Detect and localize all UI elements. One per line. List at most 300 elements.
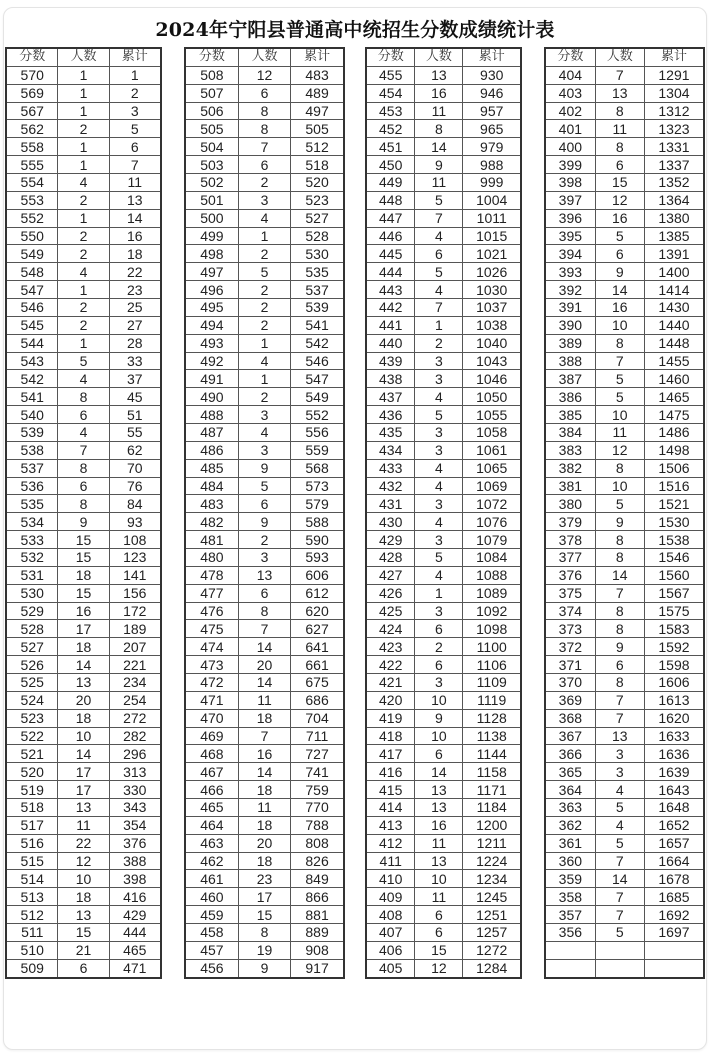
score-cell: 531 (6, 566, 58, 584)
cumulative-cell: 675 (291, 674, 344, 692)
score-cell: 497 (185, 263, 238, 281)
cumulative-cell: 1021 (463, 245, 521, 263)
table-row (366, 245, 521, 263)
cumulative-cell: 549 (291, 388, 344, 406)
table-row (6, 584, 161, 602)
count-cell: 16 (415, 84, 463, 102)
cumulative-cell: 711 (291, 727, 344, 745)
cumulative-cell: 1076 (463, 513, 521, 531)
cumulative-cell: 1211 (463, 834, 521, 852)
table-row (185, 620, 344, 638)
cumulative-cell: 1128 (463, 709, 521, 727)
count-cell: 17 (58, 620, 109, 638)
cumulative-cell: 1026 (463, 263, 521, 281)
count-cell: 1 (58, 334, 109, 352)
count-cell: 2 (238, 245, 290, 263)
score-cell: 485 (185, 459, 238, 477)
cumulative-cell: 1516 (644, 477, 704, 495)
cumulative-cell (644, 941, 704, 959)
table-row (366, 691, 521, 709)
score-cell: 376 (545, 566, 595, 584)
score-cell: 374 (545, 602, 595, 620)
table-row (545, 281, 704, 299)
count-cell: 8 (595, 138, 644, 156)
table-row (366, 138, 521, 156)
cumulative-cell: 28 (109, 334, 161, 352)
table-row (6, 334, 161, 352)
count-cell: 5 (595, 834, 644, 852)
count-cell: 2 (238, 281, 290, 299)
score-cell: 390 (545, 316, 595, 334)
score-cell: 538 (6, 441, 58, 459)
column-header-cumulative: 累计 (291, 48, 344, 66)
table-row (545, 727, 704, 745)
table-row (6, 245, 161, 263)
count-cell: 4 (415, 513, 463, 531)
score-cell: 464 (185, 816, 238, 834)
table-row (545, 656, 704, 674)
score-cell: 375 (545, 584, 595, 602)
table-row (6, 941, 161, 959)
score-cell: 492 (185, 352, 238, 370)
table-row (545, 441, 704, 459)
score-cell: 356 (545, 924, 595, 942)
count-cell: 14 (595, 281, 644, 299)
count-cell: 13 (595, 727, 644, 745)
count-cell: 8 (595, 531, 644, 549)
cumulative-cell: 1323 (644, 120, 704, 138)
score-cell: 434 (366, 441, 415, 459)
count-cell: 10 (595, 316, 644, 334)
score-cell: 435 (366, 423, 415, 441)
score-cell: 421 (366, 674, 415, 692)
table-row (545, 620, 704, 638)
table-row (185, 513, 344, 531)
score-cell: 461 (185, 870, 238, 888)
cumulative-cell: 296 (109, 745, 161, 763)
cumulative-cell: 84 (109, 495, 161, 513)
score-cell: 414 (366, 799, 415, 817)
score-cell: 383 (545, 441, 595, 459)
count-cell: 1 (58, 209, 109, 227)
cumulative-cell: 559 (291, 441, 344, 459)
count-cell: 1 (238, 334, 290, 352)
cumulative-cell: 1089 (463, 584, 521, 602)
count-cell: 4 (238, 209, 290, 227)
cumulative-cell: 1364 (644, 191, 704, 209)
score-cell: 515 (6, 852, 58, 870)
score-cell: 422 (366, 656, 415, 674)
score-cell: 405 (366, 959, 415, 977)
cumulative-cell: 1465 (644, 388, 704, 406)
count-cell: 3 (415, 370, 463, 388)
score-cell: 536 (6, 477, 58, 495)
cumulative-cell: 1040 (463, 334, 521, 352)
score-cell: 532 (6, 549, 58, 567)
cumulative-cell: 483 (291, 66, 344, 84)
count-cell: 5 (415, 406, 463, 424)
score-cell: 499 (185, 227, 238, 245)
table-row (185, 549, 344, 567)
cumulative-cell: 1455 (644, 352, 704, 370)
table-row (366, 84, 521, 102)
cumulative-cell: 881 (291, 906, 344, 924)
cumulative-cell: 523 (291, 191, 344, 209)
count-cell: 18 (238, 816, 290, 834)
score-cell: 468 (185, 745, 238, 763)
table-row (6, 138, 161, 156)
cumulative-cell: 1015 (463, 227, 521, 245)
count-cell: 3 (415, 423, 463, 441)
table-row (6, 227, 161, 245)
count-cell: 5 (238, 263, 290, 281)
score-cell: 442 (366, 298, 415, 316)
table-row (545, 459, 704, 477)
score-cell: 535 (6, 495, 58, 513)
cumulative-cell: 354 (109, 816, 161, 834)
cumulative-cell: 108 (109, 531, 161, 549)
cumulative-cell: 282 (109, 727, 161, 745)
score-cell: 449 (366, 173, 415, 191)
cumulative-cell: 93 (109, 513, 161, 531)
table-row (545, 334, 704, 352)
cumulative-cell: 1144 (463, 745, 521, 763)
table-row (185, 245, 344, 263)
count-cell: 13 (238, 566, 290, 584)
score-cell: 440 (366, 334, 415, 352)
cumulative-cell: 141 (109, 566, 161, 584)
table-row (545, 602, 704, 620)
table-row (185, 227, 344, 245)
cumulative-cell: 7 (109, 156, 161, 174)
score-cell: 488 (185, 406, 238, 424)
cumulative-cell (644, 959, 704, 977)
score-cell: 483 (185, 495, 238, 513)
count-cell: 8 (595, 459, 644, 477)
count-cell: 9 (58, 513, 109, 531)
table-row (545, 781, 704, 799)
column-header-score: 分数 (545, 48, 595, 66)
column-header-cumulative: 累计 (109, 48, 161, 66)
count-cell: 6 (595, 656, 644, 674)
count-cell: 8 (595, 334, 644, 352)
column-header-count: 人数 (238, 48, 290, 66)
count-cell: 5 (595, 227, 644, 245)
score-cell: 369 (545, 691, 595, 709)
count-cell: 11 (595, 120, 644, 138)
score-cell: 567 (6, 102, 58, 120)
cumulative-cell: 704 (291, 709, 344, 727)
count-cell: 15 (238, 906, 290, 924)
cumulative-cell: 207 (109, 638, 161, 656)
cumulative-cell: 520 (291, 173, 344, 191)
cumulative-cell: 1521 (644, 495, 704, 513)
score-cell: 453 (366, 102, 415, 120)
cumulative-cell: 541 (291, 316, 344, 334)
score-cell: 569 (6, 84, 58, 102)
table-row (185, 852, 344, 870)
cumulative-cell: 1171 (463, 781, 521, 799)
score-cell: 441 (366, 316, 415, 334)
score-cell: 543 (6, 352, 58, 370)
score-table-panel-4 (544, 47, 705, 979)
cumulative-cell: 489 (291, 84, 344, 102)
cumulative-cell: 957 (463, 102, 521, 120)
score-cell: 570 (6, 66, 58, 84)
score-cell: 549 (6, 245, 58, 263)
cumulative-cell: 908 (291, 941, 344, 959)
count-cell: 3 (415, 352, 463, 370)
cumulative-cell: 172 (109, 602, 161, 620)
table-row (185, 888, 344, 906)
cumulative-cell: 1613 (644, 691, 704, 709)
column-header-cumulative: 累计 (644, 48, 704, 66)
cumulative-cell: 727 (291, 745, 344, 763)
count-cell: 9 (595, 263, 644, 281)
score-cell: 386 (545, 388, 595, 406)
count-cell: 7 (415, 209, 463, 227)
table-row (185, 834, 344, 852)
score-cell: 481 (185, 531, 238, 549)
score-cell: 399 (545, 156, 595, 174)
table-row (6, 870, 161, 888)
cumulative-cell: 1685 (644, 888, 704, 906)
score-cell: 450 (366, 156, 415, 174)
score-cell: 388 (545, 352, 595, 370)
cumulative-cell: 512 (291, 138, 344, 156)
table-row (6, 781, 161, 799)
count-cell: 6 (415, 656, 463, 674)
score-cell: 404 (545, 66, 595, 84)
score-cell: 511 (6, 924, 58, 942)
table-row (366, 781, 521, 799)
score-cell: 358 (545, 888, 595, 906)
cumulative-cell: 1050 (463, 388, 521, 406)
table-row (6, 638, 161, 656)
table-row (366, 334, 521, 352)
score-cell: 462 (185, 852, 238, 870)
column-header-score: 分数 (6, 48, 58, 66)
table-row (545, 888, 704, 906)
count-cell: 8 (595, 674, 644, 692)
table-row (185, 959, 344, 977)
score-cell: 534 (6, 513, 58, 531)
cumulative-cell: 661 (291, 656, 344, 674)
cumulative-cell: 1337 (644, 156, 704, 174)
count-cell: 20 (58, 691, 109, 709)
count-cell: 6 (415, 620, 463, 638)
count-cell: 10 (595, 477, 644, 495)
score-cell: 366 (545, 745, 595, 763)
score-cell: 533 (6, 531, 58, 549)
score-cell: 495 (185, 298, 238, 316)
cumulative-cell: 627 (291, 620, 344, 638)
table-row (185, 870, 344, 888)
table-row (185, 656, 344, 674)
cumulative-cell: 826 (291, 852, 344, 870)
table-row (185, 84, 344, 102)
score-cell: 425 (366, 602, 415, 620)
score-cell: 526 (6, 656, 58, 674)
score-cell: 438 (366, 370, 415, 388)
count-cell: 4 (415, 281, 463, 299)
table-row (366, 816, 521, 834)
count-cell: 13 (595, 84, 644, 102)
score-cell: 456 (185, 959, 238, 977)
count-cell: 7 (238, 620, 290, 638)
cumulative-cell: 1620 (644, 709, 704, 727)
score-cell: 379 (545, 513, 595, 531)
count-cell: 1 (58, 66, 109, 84)
table-row (6, 888, 161, 906)
count-cell: 18 (238, 709, 290, 727)
count-cell: 7 (415, 298, 463, 316)
cumulative-cell: 1546 (644, 549, 704, 567)
score-cell: 401 (545, 120, 595, 138)
table-row (185, 941, 344, 959)
table-row (6, 281, 161, 299)
score-cell: 458 (185, 924, 238, 942)
score-table-panel-1 (5, 47, 162, 979)
count-cell: 8 (58, 459, 109, 477)
count-cell: 16 (595, 298, 644, 316)
table-header-row (366, 48, 521, 66)
cumulative-cell: 497 (291, 102, 344, 120)
cumulative-cell: 313 (109, 763, 161, 781)
cumulative-cell: 866 (291, 888, 344, 906)
count-cell: 15 (58, 549, 109, 567)
score-cell: 510 (6, 941, 58, 959)
score-cell: 471 (185, 691, 238, 709)
count-cell: 6 (58, 477, 109, 495)
count-cell: 17 (238, 888, 290, 906)
score-cell: 476 (185, 602, 238, 620)
table-row (6, 316, 161, 334)
count-cell (595, 959, 644, 977)
cumulative-cell: 539 (291, 298, 344, 316)
cumulative-cell: 1106 (463, 656, 521, 674)
cumulative-cell: 1639 (644, 763, 704, 781)
score-cell: 367 (545, 727, 595, 745)
score-cell: 530 (6, 584, 58, 602)
cumulative-cell: 573 (291, 477, 344, 495)
cumulative-cell: 471 (109, 959, 161, 977)
cumulative-cell: 999 (463, 173, 521, 191)
table-row (185, 263, 344, 281)
table-row (545, 209, 704, 227)
table-row (545, 370, 704, 388)
table-row (366, 727, 521, 745)
count-cell: 7 (595, 852, 644, 870)
count-cell: 16 (595, 209, 644, 227)
count-cell: 9 (238, 513, 290, 531)
score-cell: 553 (6, 191, 58, 209)
table-header-row (185, 48, 344, 66)
table-row (545, 941, 704, 959)
count-cell: 20 (238, 834, 290, 852)
count-cell: 5 (595, 370, 644, 388)
count-cell: 6 (415, 906, 463, 924)
cumulative-cell: 27 (109, 316, 161, 334)
cumulative-cell: 530 (291, 245, 344, 263)
cumulative-cell: 33 (109, 352, 161, 370)
score-cell: 501 (185, 191, 238, 209)
score-cell: 416 (366, 763, 415, 781)
cumulative-cell: 1567 (644, 584, 704, 602)
count-cell: 17 (58, 763, 109, 781)
score-cell: 392 (545, 281, 595, 299)
count-cell: 11 (415, 173, 463, 191)
table-row (366, 352, 521, 370)
score-cell: 545 (6, 316, 58, 334)
cumulative-cell: 2 (109, 84, 161, 102)
count-cell: 18 (58, 709, 109, 727)
score-cell: 562 (6, 120, 58, 138)
count-cell: 14 (238, 763, 290, 781)
table-row (185, 924, 344, 942)
table-row (185, 709, 344, 727)
count-cell: 8 (238, 924, 290, 942)
table-row (545, 852, 704, 870)
score-cell: 380 (545, 495, 595, 513)
table-row (6, 173, 161, 191)
count-cell: 6 (238, 156, 290, 174)
count-cell: 15 (415, 941, 463, 959)
table-row (185, 191, 344, 209)
count-cell: 11 (238, 799, 290, 817)
table-row (6, 906, 161, 924)
count-cell: 4 (415, 566, 463, 584)
cumulative-cell: 546 (291, 352, 344, 370)
score-cell: 451 (366, 138, 415, 156)
score-cell: 430 (366, 513, 415, 531)
score-cell: 542 (6, 370, 58, 388)
count-cell: 16 (238, 745, 290, 763)
cumulative-cell: 1678 (644, 870, 704, 888)
score-cell: 509 (6, 959, 58, 977)
count-cell: 6 (415, 745, 463, 763)
count-cell: 14 (238, 674, 290, 692)
count-cell: 16 (58, 602, 109, 620)
score-cell: 427 (366, 566, 415, 584)
score-cell: 539 (6, 423, 58, 441)
score-cell: 415 (366, 781, 415, 799)
score-cell: 426 (366, 584, 415, 602)
count-cell: 14 (58, 656, 109, 674)
table-row (6, 352, 161, 370)
cumulative-cell: 808 (291, 834, 344, 852)
score-cell: 474 (185, 638, 238, 656)
cumulative-cell: 1257 (463, 924, 521, 942)
cumulative-cell: 398 (109, 870, 161, 888)
count-cell: 1 (58, 281, 109, 299)
cumulative-cell: 527 (291, 209, 344, 227)
count-cell: 13 (415, 66, 463, 84)
cumulative-cell: 1538 (644, 531, 704, 549)
count-cell: 2 (415, 638, 463, 656)
table-row (366, 656, 521, 674)
count-cell: 4 (58, 263, 109, 281)
table-row (6, 441, 161, 459)
score-cell: 457 (185, 941, 238, 959)
cumulative-cell: 1030 (463, 281, 521, 299)
count-cell: 10 (415, 727, 463, 745)
score-cell: 500 (185, 209, 238, 227)
table-row (185, 477, 344, 495)
count-cell: 14 (238, 638, 290, 656)
cumulative-cell: 620 (291, 602, 344, 620)
table-row (545, 263, 704, 281)
